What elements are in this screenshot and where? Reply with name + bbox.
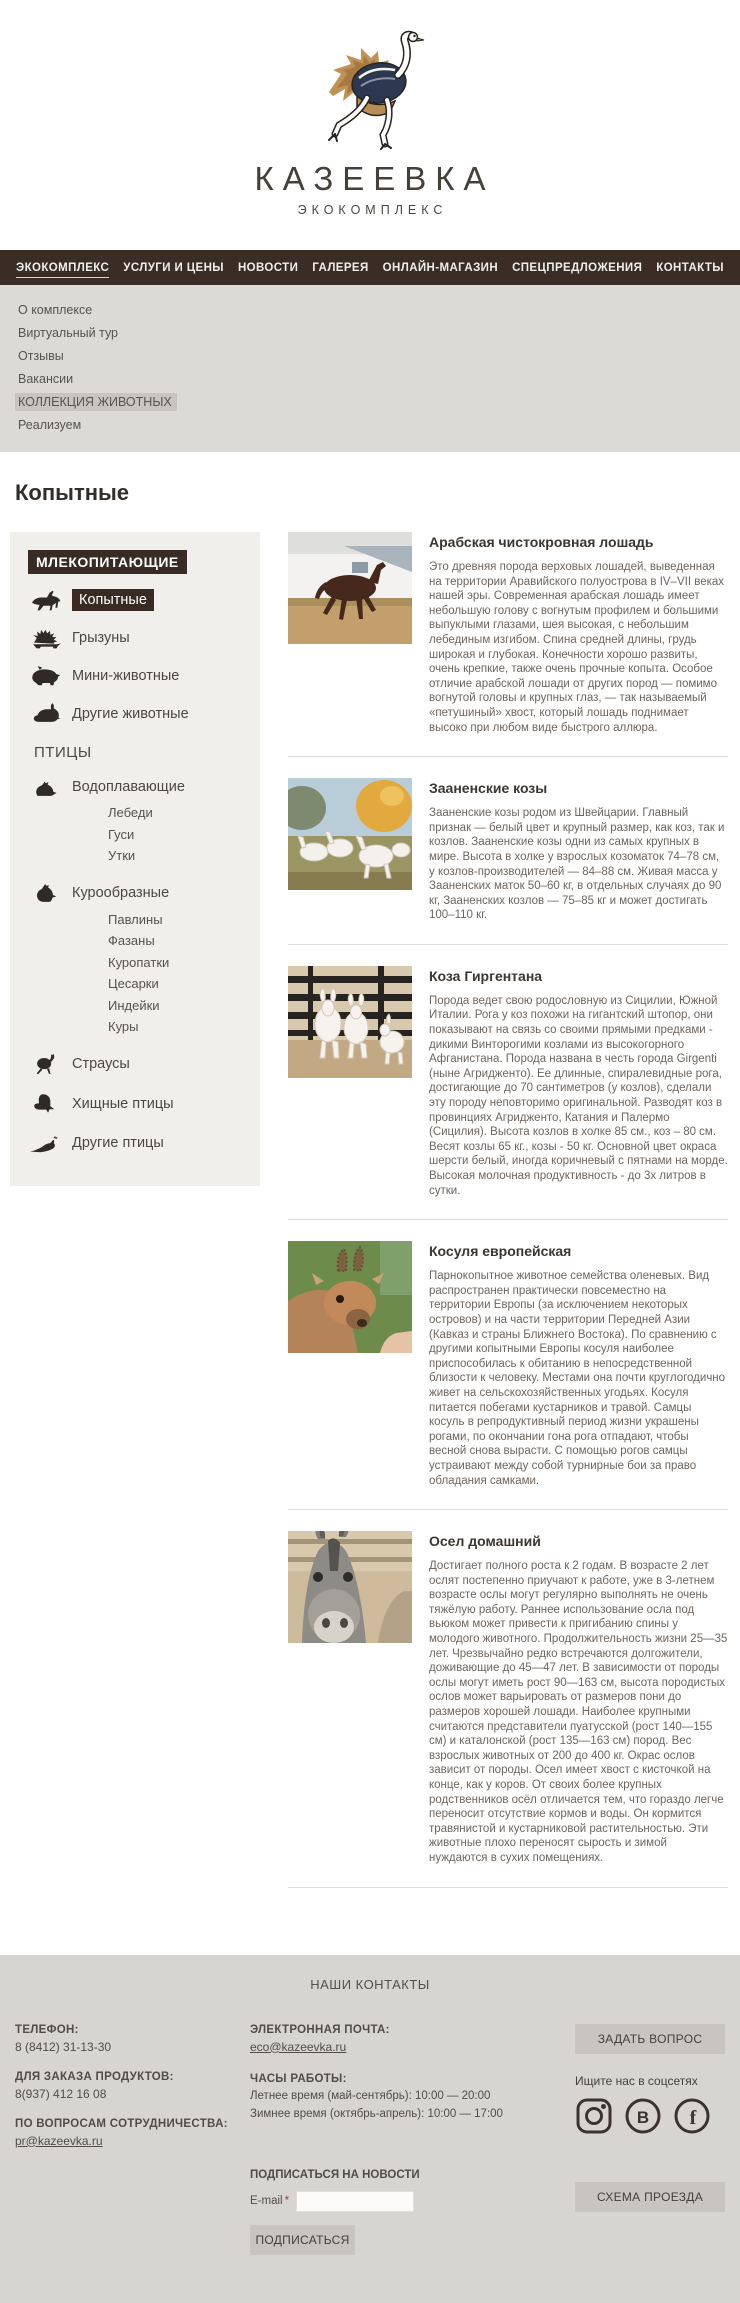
- footer-contacts-column: [15, 2024, 250, 2255]
- sidebar-item-label: Другие птицы: [72, 1135, 164, 1151]
- sidebar-subitem-pheasants[interactable]: Фазаны: [108, 933, 155, 948]
- subscribe-heading: ПОДПИСАТЬСЯ НА НОВОСТИ: [250, 2168, 420, 2181]
- sidebar-subitem-geese[interactable]: Гуси: [108, 826, 135, 842]
- sidebar-item-rodents[interactable]: [28, 625, 250, 650]
- ostrich-logo-icon: [245, 30, 494, 152]
- animal-entries: [288, 532, 728, 1909]
- animal-title[interactable]: Косуля европейская: [429, 1243, 572, 1260]
- sidebar-subitem-chickens[interactable]: Куры: [108, 1019, 139, 1034]
- email-link[interactable]: eco@kazeevka.ru: [250, 2039, 347, 2054]
- sidebar-subitem-guinea-fowl[interactable]: Цесарки: [108, 976, 159, 991]
- sidebar-item-label: Копытные: [72, 589, 154, 611]
- sidebar-item-label: Курообразные: [72, 885, 170, 901]
- sidebar-item-label: Водоплавающие: [72, 779, 185, 795]
- orders-phone-number: 8(937) 412 16 08: [15, 2086, 107, 2101]
- sidebar-item-waterfowl[interactable]: [28, 774, 250, 800]
- divider: [288, 1509, 728, 1510]
- email-field-label: E-mail: [250, 2195, 283, 2208]
- waterfowl-sublist: [108, 802, 250, 867]
- animal-title[interactable]: Зааненские козы: [429, 780, 548, 797]
- phone-number: 8 (8412) 31-13-30: [15, 2039, 112, 2054]
- site-header: [0, 0, 740, 250]
- horse-icon: [28, 587, 64, 612]
- animal-entry-text: [429, 966, 728, 1198]
- animal-categories-sidebar: [10, 532, 260, 1186]
- sidebar-item-birds-of-prey[interactable]: [28, 1091, 250, 1118]
- divider: [288, 756, 728, 757]
- submenu-item-about[interactable]: О комплексе: [18, 303, 93, 317]
- submenu-item-animal-collection[interactable]: КОЛЛЕКЦИЯ ЖИВОТНЫХ: [0, 392, 740, 412]
- required-asterisk: *: [284, 2195, 290, 2208]
- ostrich-icon: [28, 1051, 64, 1078]
- submenu-item-realize[interactable]: Реализуем: [18, 418, 82, 432]
- hours-label: ЧАСЫ РАБОТЫ:: [250, 2072, 347, 2085]
- sidebar-item-label: Хищные птицы: [72, 1096, 174, 1112]
- sidebar-item-ostriches[interactable]: [28, 1051, 250, 1078]
- animal-title[interactable]: Коза Гиргентана: [429, 967, 543, 984]
- porcupine-icon: [28, 625, 64, 650]
- animal-title[interactable]: Арабская чистокровная лошадь: [429, 534, 654, 550]
- sidebar-item-label: Страусы: [72, 1056, 130, 1072]
- sidebar-item-label: Другие животные: [72, 705, 189, 722]
- rabbit-icon: [28, 701, 64, 726]
- raptor-icon: [28, 1091, 64, 1118]
- nav-item-online-shop[interactable]: ОНЛАЙН-МАГАЗИН: [382, 261, 499, 274]
- animal-description: Достигает полного роста к 2 годам. В возрасте 2 лет ослят постепенно приучают к работе, уже в 3-летнем возрасте ослы могут регулярно выполнять не очень тяжёлую работу. Раннее использование осла под вьюком может привести к пригибанию спины у молодого животного. Продолжительность жизни 25—35 лет. Чрезвычайно редко встречаются долгожители, доживающие до 45—47 лет. В зависимости от породы ослы могут иметь рост 90—163 см, высота породистых ослов может варьировать от размеров пони до размеров хорошей лошади. Наиболее крупными считаются представители пуатусской (рост 140—155 см) и каталонской (рост 135—163 см) пород. Вес взрослых животных от 200 до 400 кг. Окрас ослов зависит от породы. Осел имеет хвост с кисточкой на конце, как у коров. От своих более крупных родственников осёл отличается тем, что гораздо легче переносит отсутствие кормов и воды. Он кормится травянистой и кустарниковой растительностью. Эти животные плохо переносят сырость и зимой нуждаются в сухих помещениях.: [429, 1560, 728, 1864]
- peacock-icon: [28, 1131, 64, 1156]
- sidebar-section-mammals[interactable]: МЛЕКОПИТАЮЩИЕ: [28, 550, 187, 574]
- animal-entry: [288, 532, 728, 735]
- sidebar-subitem-swans[interactable]: Лебеди: [108, 805, 153, 820]
- animal-title[interactable]: Осел домашний: [429, 1533, 541, 1550]
- main-nav: [0, 250, 740, 285]
- animal-entry-text: [429, 532, 728, 735]
- cooperation-label: ПО ВОПРОСАМ СОТРУДНИЧЕСТВА:: [15, 2117, 228, 2130]
- subscribe-form: [250, 2169, 575, 2255]
- footer-heading: НАШИ КОНТАКТЫ: [310, 1976, 430, 1992]
- divider: [288, 1887, 728, 1888]
- roe-deer-photo[interactable]: [288, 1241, 412, 1353]
- footer: [0, 1955, 740, 2303]
- sidebar-subitem-peacocks[interactable]: Павлины: [108, 911, 163, 927]
- animal-description: Порода ведет свою родословную из Сицилии, Южной Италии. Рога у коз похожи на гигантский штопор, они показывают на связь со своими прямыми предками - дикими Винторогими козлами из высокогорного Афганистана. Порода названа в честь города Girgenti (ныне Агридженто). Ее длинные, спиралевидные рога, достигающие до 70 сантиметров (у козлов), сделали эту породу неповторимо оригинальной. Разводят коз в провинциях Агридженто, Катания и Палермо (Сицилия). Высота козлов в холке 85 см., коз – 80 см. Весят козлы 65 кг., козы - 50 кг. Основной цвет окраса шерсти белый, иногда коричневый с пятнами на морде. Высокая молочная продуктивность - до 3х литров в сутки.: [429, 994, 728, 1197]
- svg-text:f: f: [689, 2106, 697, 2129]
- nav-item-gallery[interactable]: ГАЛЕРЕЯ: [312, 261, 369, 274]
- girgentana-goat-photo[interactable]: [288, 966, 412, 1078]
- logo[interactable]: [245, 30, 494, 217]
- phone-label: ТЕЛЕФОН:: [15, 2023, 79, 2036]
- svg-text:В: В: [636, 2107, 650, 2127]
- nav-item-ecocomplex[interactable]: ЭКОКОМПЛЕКС: [16, 262, 109, 274]
- sidebar-item-label: Грызуны: [72, 629, 130, 646]
- subscribe-button[interactable]: ПОДПИСАТЬСЯ: [250, 2225, 355, 2255]
- sidebar-subitem-turkeys[interactable]: Индейки: [108, 997, 160, 1013]
- content: [0, 532, 740, 1909]
- animal-entry-text: [429, 1531, 728, 1865]
- route-map-button[interactable]: СХЕМА ПРОЕЗДА: [575, 2182, 725, 2212]
- hen-icon: [28, 880, 64, 907]
- sidebar-section-birds: ПТИЦЫ: [34, 744, 92, 761]
- footer-actions-column: [575, 2024, 725, 2255]
- sidebar-subitem-ducks[interactable]: Утки: [108, 848, 136, 863]
- divider: [288, 944, 728, 945]
- nav-item-news[interactable]: НОВОСТИ: [237, 261, 299, 274]
- nav-item-special-offers[interactable]: СПЕЦПРЕДЛОЖЕНИЯ: [512, 261, 643, 274]
- animal-entry: [288, 1241, 728, 1488]
- saanen-goats-photo[interactable]: [288, 778, 412, 890]
- animal-description: Это древняя порода верховых лошадей, выведенная на территории Аравийского полуострова в IV–VII веках нашей эры. Современная арабская лошадь имеет небольшую голову с вогнутым профилем и большими выпуклыми глазами, шея высокая, с небольшим лебединым изгибом. Спина средней длины, грудь широкая и глубокая. Конечности хорошо развиты, очень крепкие, также очень прочные копыта. Особое отличие арабской лошади от других пород — помимо вогнутой головы и крупных глаз, — так называемый «петушиный» хвост, который лошадь поднимает высоко при любом виде быстрого аллюра.: [429, 561, 725, 734]
- vk-icon[interactable]: [624, 2097, 662, 2140]
- page-title: Копытные: [15, 480, 130, 505]
- sidebar-subitem-partridges[interactable]: Куропатки: [108, 954, 170, 970]
- submenu-item-reviews[interactable]: Отзывы: [18, 349, 64, 363]
- galliformes-sublist: [108, 909, 250, 1038]
- sidebar-item-mini-animals[interactable]: [28, 663, 250, 688]
- submenu-item-vacancies[interactable]: Вакансии: [18, 372, 74, 386]
- facebook-icon[interactable]: [673, 2097, 711, 2140]
- animal-entry-text: [429, 1241, 728, 1488]
- animal-entry: [288, 966, 728, 1198]
- logo-subtitle: ЭКОКОМПЛЕКС: [297, 203, 448, 217]
- instagram-icon[interactable]: [575, 2097, 613, 2140]
- sidebar-item-hoofed[interactable]: [28, 587, 250, 612]
- sidebar-item-galliformes[interactable]: [28, 880, 250, 907]
- animal-entry: [288, 1531, 728, 1865]
- social-label: Ищите нас в соцсетях: [575, 2073, 698, 2088]
- cooperation-email-link[interactable]: pr@kazeevka.ru: [15, 2133, 103, 2148]
- hours-winter: Зимнее время (октябрь-апрель): 10:00 — 17:00: [250, 2107, 503, 2120]
- pig-icon: [28, 663, 64, 688]
- animal-description: Зааненские козы родом из Швейцарии. Главный признак — белый цвет и крупный размер, как коз, так и козлов. Зааненские козы одни из самых крупных в мире. Высота в холке у взрослых козоматок 74–78 см, у козлов-производителей — 84–88 см. Живая масса у Зааненских маток 50–60 кг, в отдельных случаях до 90 кг, Зааненских козлов — 75–85 кг и может достигать 100–110 кг.: [429, 807, 725, 922]
- sidebar-item-other-birds[interactable]: [28, 1131, 250, 1156]
- sidebar-item-label: Мини-животные: [72, 667, 180, 684]
- ask-question-button[interactable]: ЗАДАТЬ ВОПРОС: [575, 2024, 725, 2054]
- submenu-item-virtual-tour[interactable]: Виртуальный тур: [18, 326, 118, 340]
- nav-item-services[interactable]: УСЛУГИ И ЦЕНЫ: [123, 261, 224, 274]
- divider: [288, 1219, 728, 1220]
- sidebar-item-other-animals[interactable]: [28, 701, 250, 726]
- orders-label: ДЛЯ ЗАКАЗА ПРОДУКТОВ:: [15, 2070, 174, 2083]
- hours-summer: Летнее время (май-сентябрь): 10:00 — 20:00: [250, 2089, 491, 2102]
- duck-icon: [28, 774, 64, 800]
- email-input[interactable]: [296, 2191, 414, 2212]
- animal-entry: [288, 778, 728, 923]
- donkey-photo[interactable]: [288, 1531, 412, 1643]
- arabian-horse-photo[interactable]: [288, 532, 412, 644]
- animal-entry-text: [429, 778, 728, 923]
- animal-description: Парнокопытное животное семейства оленевых. Вид распространен практически повсеместно на территории Европы (за исключением некоторых островов) и на части территории Передней Азии (Кавказ и страны Ближнего Востока). По сравнению с другими копытными Европы косуля наиболее приспособилась к обитанию в непосредственной близости к человеку. Местами она почти круглогодично живет на сельскохозяйственных угодьях. Косуля питается побегами кустарников и травой. Самцы косуль в репродуктивный период жизни украшены рогами, по окончании гона рога отпадают, чтобы весной снова вырасти. С помощью рогов самцы устраивают между собой турнирные бои за право обладания самками.: [429, 1270, 726, 1487]
- logo-title: КАЗЕЕВКА: [254, 160, 495, 197]
- nav-item-contacts[interactable]: КОНТАКТЫ: [656, 261, 724, 274]
- social-icons: [575, 2097, 725, 2140]
- submenu: [0, 285, 740, 452]
- footer-info-column: [250, 2024, 575, 2255]
- email-label: ЭЛЕКТРОННАЯ ПОЧТА:: [250, 2023, 390, 2036]
